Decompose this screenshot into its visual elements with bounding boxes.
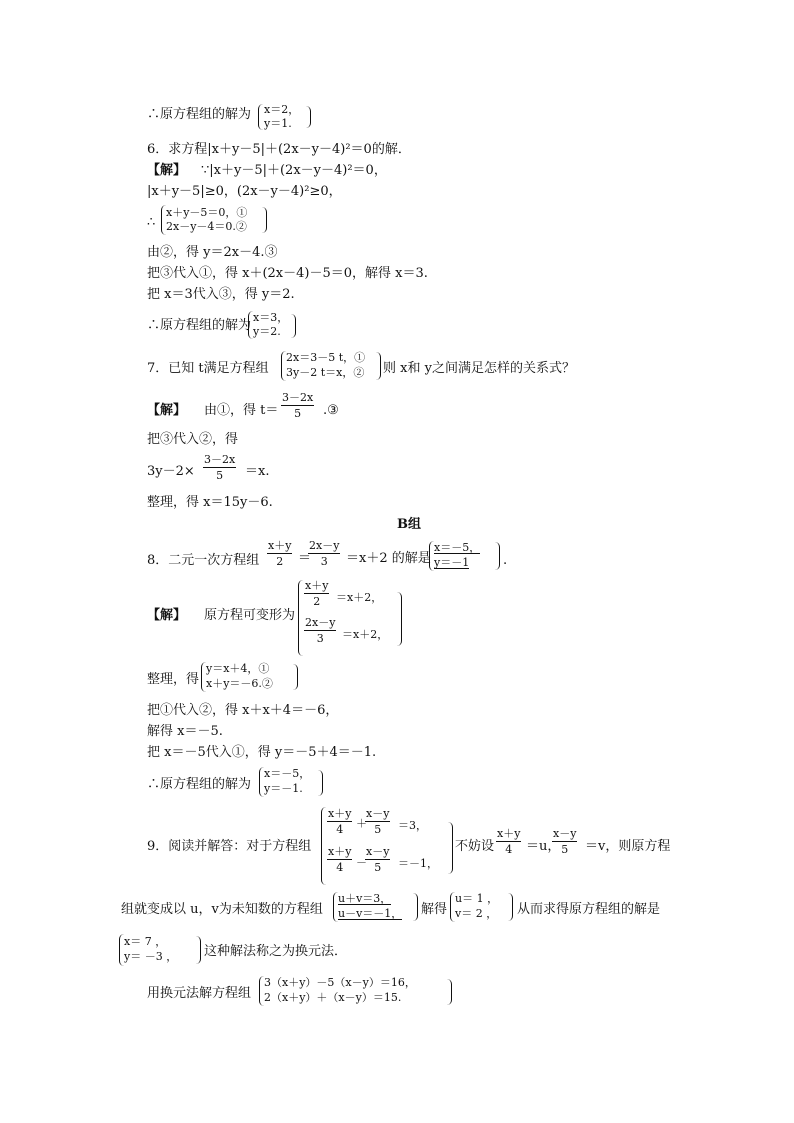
answer-blank: u－v＝－1， — [338, 907, 403, 920]
solution-line: ＝x. — [245, 464, 270, 479]
system-eq: ＝－1， — [398, 857, 438, 870]
answer-blank: u＋v＝3， — [338, 892, 392, 905]
operator: － — [356, 856, 367, 869]
system-eq: y＝－1. — [264, 782, 303, 795]
brace — [306, 106, 311, 128]
solution-tag: 【解】 — [147, 608, 187, 623]
brace — [293, 664, 298, 690]
group-heading: B组 — [397, 517, 421, 532]
brace — [376, 352, 381, 380]
system-eq: y＝2. — [253, 325, 281, 338]
system-eq: ＝x＋2， — [336, 591, 383, 604]
question-8-mid: ＝x＋2 的解是 — [346, 551, 431, 566]
period: . — [503, 553, 508, 568]
solution-tag: 【解】 — [147, 403, 187, 418]
solution-line: 把①代入②，得 x＋x＋4＝－6， — [147, 703, 339, 718]
system-eq: x＝3， — [253, 311, 289, 324]
solution-line: 把③代入①，得 x＋(2x－4)－5＝0，解得 x＝3. — [147, 266, 428, 281]
solution-line: ∵|x＋y－5|＋(2x－y－4)²＝0， — [201, 163, 387, 178]
solution-tag: 【解】 — [147, 163, 187, 178]
question-9-text: 这种解法称之为换元法． — [204, 944, 348, 959]
fraction: 2x－y 3 — [309, 539, 340, 568]
system-eq: ＝x＋2， — [342, 628, 389, 641]
system-eq: y＝x＋4，① — [206, 662, 270, 675]
question-7-lead: 7．已知 t满足方程组 — [147, 361, 269, 376]
system-eq: y＝1. — [264, 117, 292, 130]
question-7-tail: 则 x和 y之间满足怎样的关系式？ — [383, 361, 575, 376]
system-eq: 2（x＋y）＋（x－y）＝15. — [264, 991, 402, 1004]
brace — [321, 807, 326, 885]
fraction: x－y 5 — [553, 827, 577, 856]
brace — [262, 207, 267, 233]
system-eq: x＋y＝－6.② — [206, 677, 273, 690]
question-9-text: 解得 — [421, 902, 448, 917]
system-eq: 3y－2 t＝x，② — [286, 366, 365, 379]
answer-blank: x＝ 7 ， — [124, 935, 167, 948]
solution-line: 解得 x＝－5. — [147, 724, 223, 739]
solution-line: |x＋y－5|≥0，(2x－y－4)²≥0， — [147, 184, 342, 199]
brace — [413, 893, 418, 921]
fraction: x＋y 4 — [497, 827, 521, 856]
answer-blank: y＝－1 — [434, 556, 470, 569]
system-eq: 3（x＋y）－5（x－y）＝16， — [264, 976, 416, 989]
brace — [318, 770, 323, 796]
system-eq: 2x＝3－5 t，① — [286, 351, 366, 364]
brace — [495, 542, 500, 570]
therefore-sign: ∴ — [147, 215, 156, 230]
answer-lead: ∴原方程组的解为 — [147, 318, 252, 333]
system-eq: x＋y－5＝0，① — [166, 206, 248, 219]
brace — [298, 580, 303, 656]
system-eq: x＝－5， — [264, 767, 311, 780]
question-9-text: 组就变成以 u，v为未知数的方程组 — [121, 902, 323, 917]
solution-line: 把 x＝3代入③，得 y＝2. — [147, 287, 295, 302]
system-eq: ＝3， — [398, 819, 427, 832]
question-9-text: 不妨设 — [455, 839, 495, 854]
question-9-text: 用换元法解方程组 — [147, 986, 252, 1001]
solution-line: 把③代入②，得 — [147, 432, 239, 447]
solution-line: 整理，得 — [147, 672, 200, 687]
solution-line: 3y－2× — [147, 464, 195, 479]
solution-line: 由②，得 y＝2x－4.③ — [147, 245, 278, 260]
answer-lead: ∴原方程组的解为 — [147, 777, 252, 792]
answer-blank: v＝ 2 ， — [455, 907, 498, 920]
answer-blank: u＝ 1 ， — [455, 892, 499, 905]
solution-line: 把 x＝－5代入①，得 y＝－5＋4＝－1. — [147, 745, 377, 760]
solution-line: .③ — [323, 403, 339, 418]
fraction: 2x－y 3 — [305, 616, 336, 645]
answer-blank: y＝ －3 ， — [124, 950, 178, 963]
solution-line: 由①，得 t＝ — [204, 403, 279, 418]
question-6: 6．求方程|x＋y－5|＋(2x－y－4)²＝0的解． — [147, 142, 411, 157]
equals: ＝ — [298, 551, 312, 566]
fraction: x＋y 2 — [305, 579, 329, 608]
question-9-lead: 9．阅读并解答：对于方程组 — [147, 839, 312, 854]
brace — [397, 592, 402, 646]
question-9-text: 从而求得原方程组的解是 — [517, 902, 661, 917]
fraction: x＋y 4 — [328, 845, 352, 874]
solution-line: 整理，得 x＝15y－6. — [147, 495, 273, 510]
brace — [447, 979, 452, 1005]
fraction: 3－2x 5 — [204, 453, 236, 482]
brace — [258, 104, 263, 130]
brace — [448, 822, 453, 874]
brace — [291, 314, 296, 338]
fraction: x－y 5 — [366, 845, 390, 874]
system-eq: 2x－y－4＝0.② — [166, 220, 247, 233]
fraction: x＋y 2 — [268, 539, 292, 568]
system-eq: x＝2， — [264, 103, 300, 116]
question-9-text: ＝v，则原方程 — [585, 839, 671, 854]
answer-blank: x＝－5， — [434, 541, 481, 554]
question-9-text: ＝u， — [526, 839, 561, 854]
fraction: 3－2x 5 — [282, 391, 314, 420]
answer-lead: ∴原方程组的解为 — [147, 107, 252, 122]
operator: ＋ — [356, 817, 367, 830]
question-8-lead: 8．二元一次方程组 — [147, 553, 260, 568]
solution-line: 原方程可变形为 — [204, 608, 296, 623]
brace — [196, 936, 201, 964]
brace — [508, 893, 513, 921]
fraction: x－y 5 — [366, 807, 390, 836]
fraction: x＋y 4 — [328, 807, 352, 836]
